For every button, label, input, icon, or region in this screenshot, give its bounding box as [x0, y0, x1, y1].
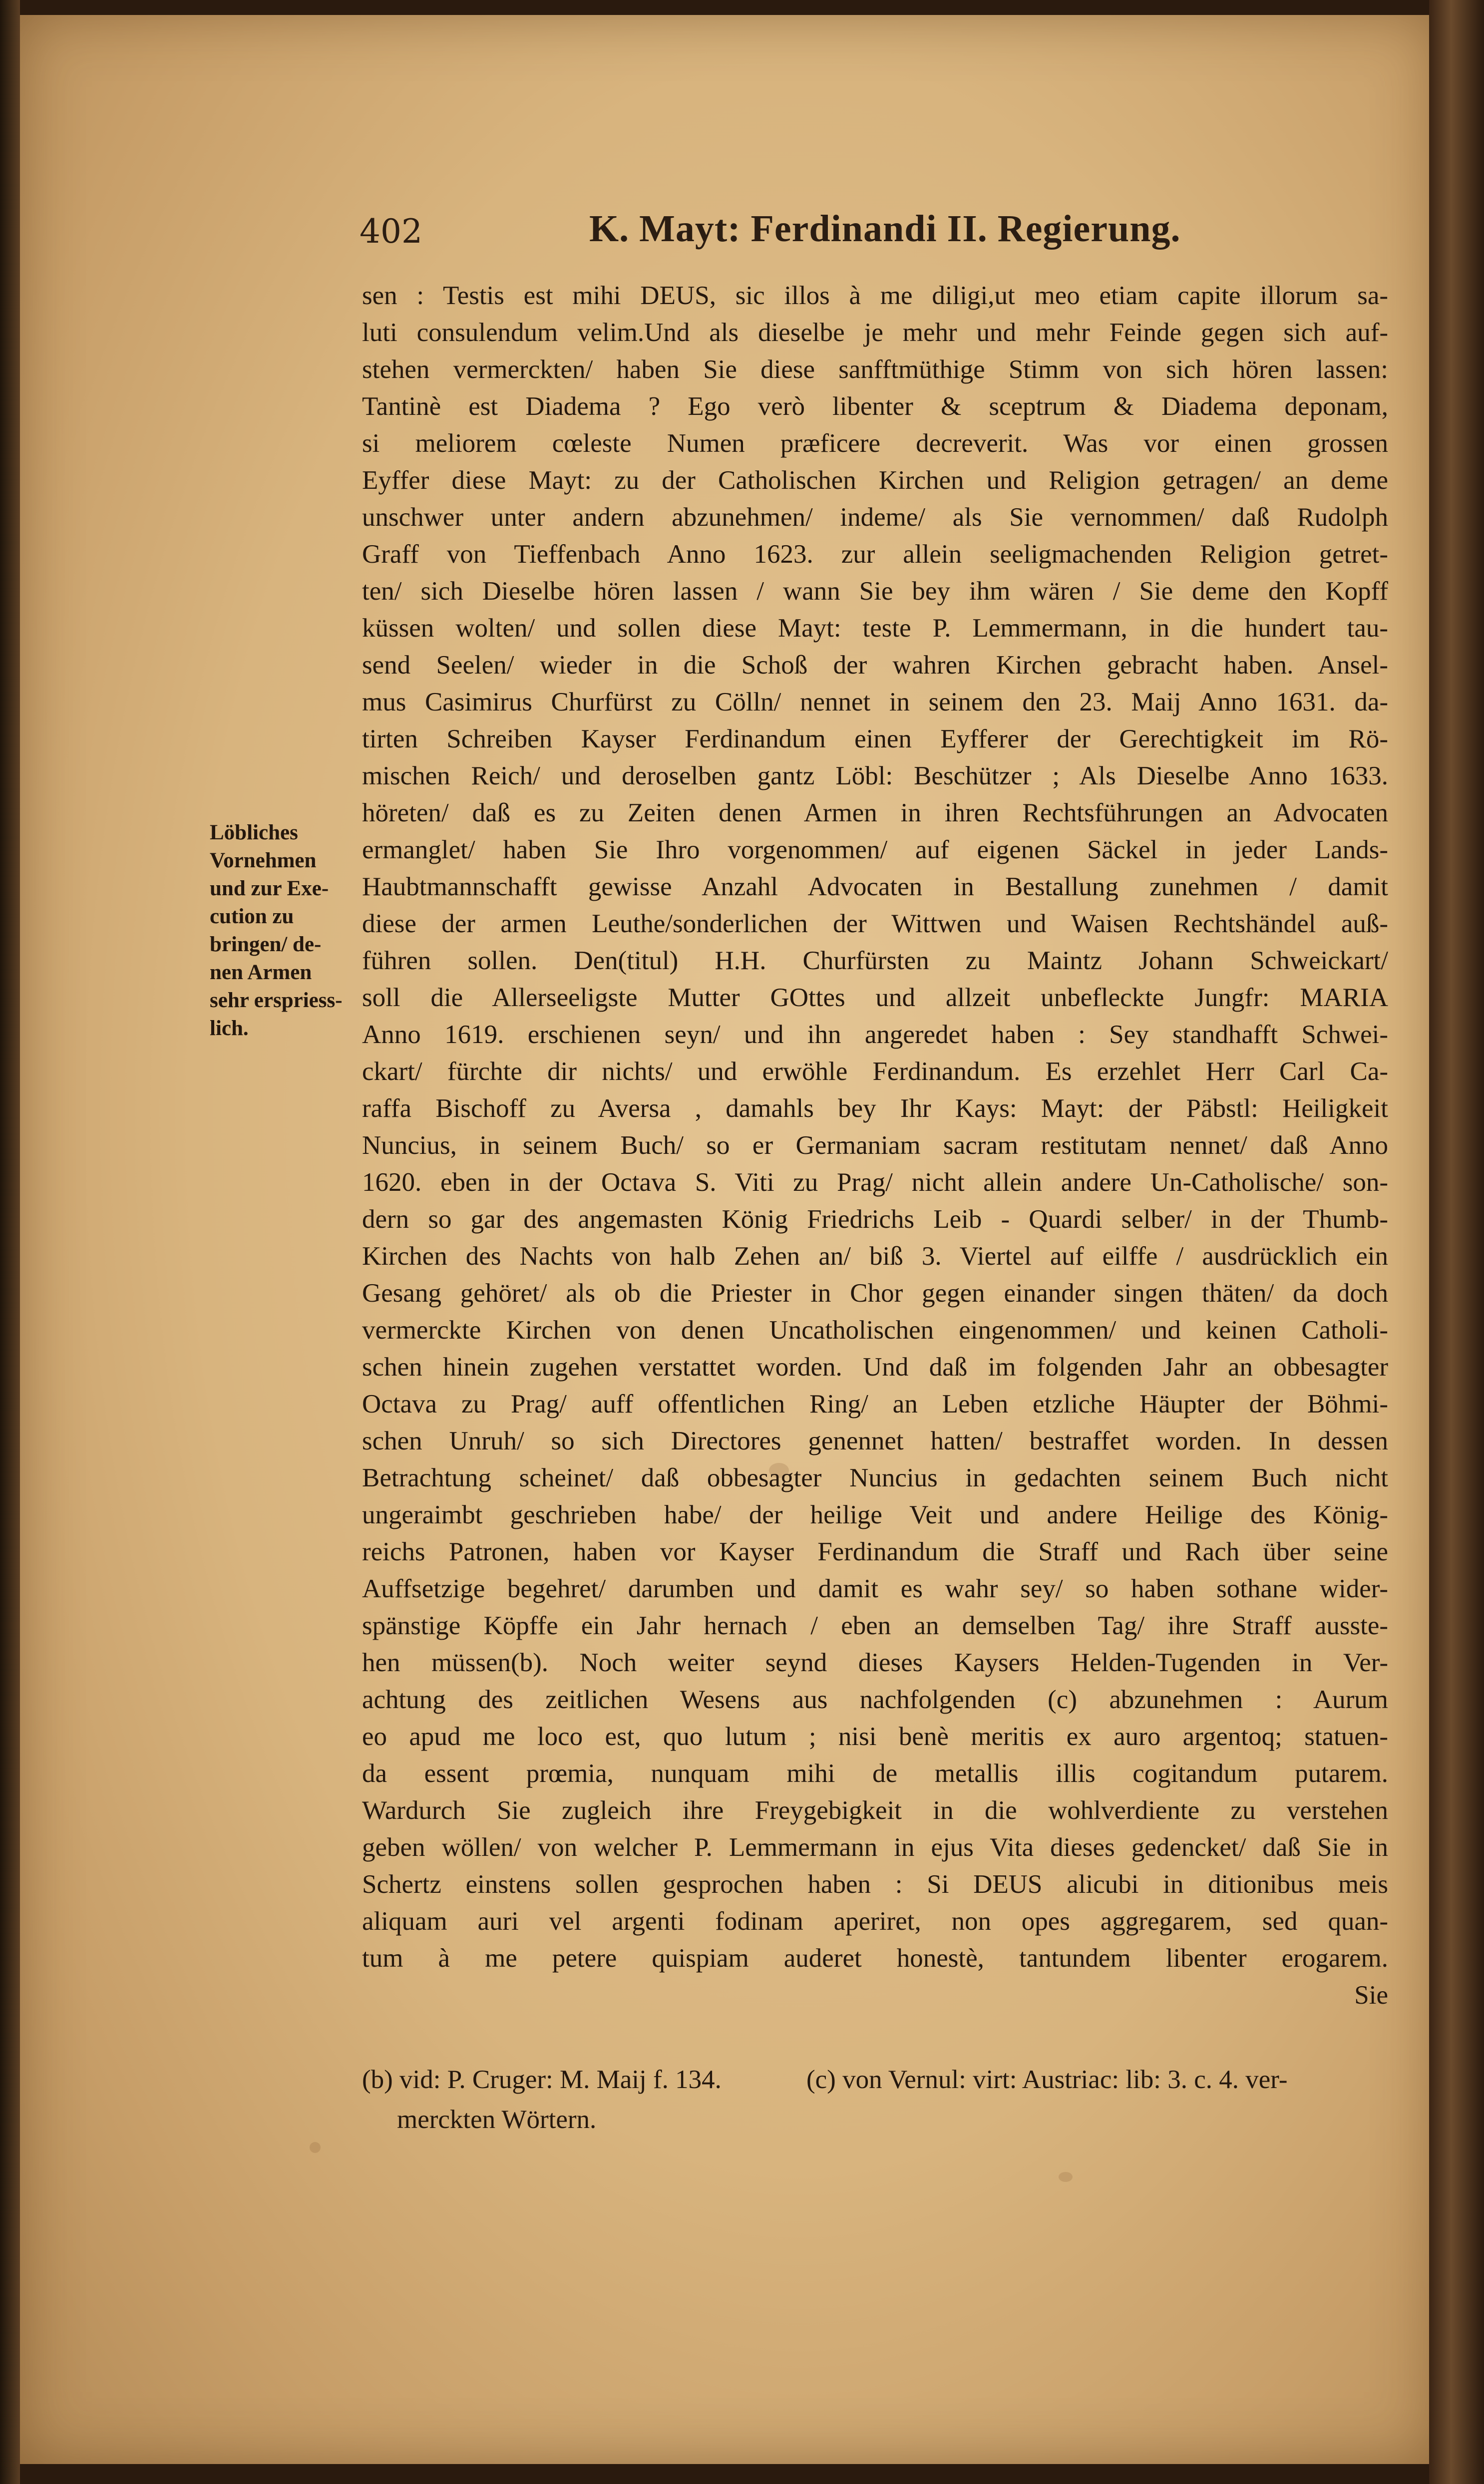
binding-gutter — [1429, 0, 1484, 2484]
marginal-note-line: Löbliches — [210, 821, 298, 844]
text-line: reichs Patronen, haben vor Kayser Ferdinandum die Straff und Rach über seine — [362, 1537, 1388, 1566]
marginal-note-line: lich. — [210, 1017, 249, 1040]
text-line: da essent prœmia, nunquam mihi de metallis illis cogitandum putarem. — [362, 1759, 1388, 1788]
text-line: geben wöllen/ von welcher P. Lemmermann in ejus Vita dieses gedencket/ daß Sie in — [362, 1833, 1388, 1862]
page-header — [360, 202, 1248, 262]
text-line: Auffsetzige begehret/ darumben und damit es wahr sey/ so haben sothane wider- — [362, 1574, 1388, 1603]
text-line: ungeraimbt geschrieben habe/ der heilige Veit und andere Heilige des König- — [362, 1500, 1388, 1529]
footnote-line — [362, 2060, 1388, 2100]
text-line: achtung des zeitlichen Wesens aus nachfolgenden (c) abzunehmen : Aurum — [362, 1685, 1388, 1714]
text-line: Kirchen des Nachts von halb Zehen an/ biß 3. Viertel auf eilffe / ausdrücklich ein — [362, 1242, 1388, 1271]
text-line: Graff von Tieffenbach Anno 1623. zur allein seeligmachenden Religion getret- — [362, 540, 1388, 569]
text-line: raffa Bischoff zu Aversa , damahls bey Ihr Kays: Mayt: der Päbstl: Heiligkeit — [362, 1094, 1388, 1123]
text-line: höreten/ daß es zu Zeiten denen Armen in ihren Rechtsführungen an Advocaten — [362, 798, 1388, 827]
marginal-note-line: und zur Exe- — [210, 877, 329, 900]
text-line: mischen Reich/ und deroselben gantz Löbl: Beschützer ; Als Dieselbe Anno 1633. — [362, 761, 1388, 790]
text-line: eo apud me loco est, quo lutum ; nisi benè meritis ex auro argentoq; statuen- — [362, 1722, 1388, 1751]
footnote-continuation: merckten Wörtern. — [397, 2105, 597, 2134]
text-line: Gesang gehöret/ als ob die Priester in Chor gegen einander singen thäten/ da doch — [362, 1279, 1388, 1308]
marginal-note-line: bringen/ de- — [210, 933, 322, 956]
page-number: 402 — [360, 212, 422, 251]
catchword: Sie — [1354, 1981, 1388, 2010]
text-line: Wardurch Sie zugleich ihre Freygebigkeit in die wohlverdiente zu verstehen — [362, 1796, 1388, 1825]
text-line: Haubtmannschafft gewisse Anzahl Advocaten in Bestallung zunehmen / damit — [362, 872, 1388, 901]
text-line: send Seelen/ wieder in die Schoß der wahren Kirchen gebracht haben. Ansel- — [362, 651, 1388, 680]
text-line: mus Casimirus Churfürst zu Cölln/ nennet in seinem den 23. Maij Anno 1631. da- — [362, 688, 1388, 716]
body-text — [362, 277, 1388, 2014]
text-line: luti consulendum velim.Und als dieselbe je mehr und mehr Feinde gegen sich auf- — [362, 318, 1388, 347]
footnotes — [362, 2060, 1388, 2139]
text-line: si meliorem cœleste Numen præficere decreverit. Was vor einen grossen — [362, 429, 1388, 458]
footnote-c: (c) von Vernul: virt: Austriac: lib: 3. c. 4. ver- — [806, 2065, 1288, 2094]
text-line: schen Unruh/ so sich Directores genennet hatten/ bestraffet worden. In dessen — [362, 1426, 1388, 1455]
text-line: aliquam auri vel argenti fodinam aperiret, non opes aggregarem, sed quan- — [362, 1907, 1388, 1936]
text-line: dern so gar des angemasten König Friedrichs Leib - Quardi selber/ in der Thumb- — [362, 1205, 1388, 1234]
text-line: vermerckte Kirchen von denen Uncatholischen eingenommen/ und keinen Catholi- — [362, 1316, 1388, 1345]
text-line: ckart/ fürchte dir nichts/ und erwöhle Ferdinandum. Es erzehlet Herr Carl Ca- — [362, 1057, 1388, 1086]
text-line: unschwer unter andern abzunehmen/ indeme/ als Sie vernommen/ daß Rudolph — [362, 503, 1388, 532]
text-line: Schertz einstens sollen gesprochen haben : Si DEUS alicubi in ditionibus meis — [362, 1870, 1388, 1899]
paper-stain — [1059, 2172, 1073, 2182]
text-line: Nuncius, in seinem Buch/ so er Germaniam sacram restitutam nennet/ daß Anno — [362, 1131, 1388, 1160]
text-line: Anno 1619. erschienen seyn/ und ihn angeredet haben : Sey standhafft Schwei- — [362, 1020, 1388, 1049]
text-line: sen : Testis est mihi DEUS, sic illos à me diligi,ut meo etiam capite illorum sa- — [362, 281, 1388, 310]
text-line: Betrachtung scheinet/ daß obbesagter Nuncius in gedachten seinem Buch nicht — [362, 1463, 1388, 1492]
text-line: küssen wolten/ und sollen diese Mayt: teste P. Lemmermann, in die hundert tau- — [362, 614, 1388, 643]
marginal-note — [210, 819, 355, 1043]
text-line: Octava zu Prag/ auff offentlichen Ring/ an Leben etzliche Häupter der Böhmi- — [362, 1390, 1388, 1419]
marginal-note-line: nen Armen — [210, 961, 312, 984]
text-line: tirten Schreiben Kayser Ferdinandum einen Eyfferer der Gerechtigkeit im Rö- — [362, 724, 1388, 753]
paper-stain — [310, 2142, 321, 2153]
text-line: Eyffer diese Mayt: zu der Catholischen Kirchen und Religion getragen/ an deme — [362, 466, 1388, 495]
running-title: K. Mayt: Ferdinandi II. Regierung. — [589, 208, 1181, 250]
text-line: hen müssen(b). Noch weiter seynd dieses Kaysers Helden-Tugenden in Ver- — [362, 1648, 1388, 1677]
text-line: stehen vermerckten/ haben Sie diese sanfftmüthige Stimm von sich hören lassen: — [362, 355, 1388, 384]
marginal-note-line: Vornehmen — [210, 849, 317, 872]
text-line: soll die Allerseeligste Mutter GOttes und allzeit unbefleckte Jungfr: MARIA — [362, 983, 1388, 1012]
text-line: Tantinè est Diadema ? Ego verò libenter & sceptrum & Diadema deponam, — [362, 392, 1388, 421]
text-line: ermanglet/ haben Sie Ihro vorgenommen/ auf eigenen Säckel in jeder Lands- — [362, 835, 1388, 864]
footnote-b: (b) vid: P. Cruger: M. Maij f. 134. — [362, 2065, 722, 2094]
text-line: schen hinein zugehen verstattet worden. Und daß im folgenden Jahr an obbesagter — [362, 1353, 1388, 1382]
text-line: ten/ sich Dieselbe hören lassen / wann Sie bey ihm wären / Sie deme den Kopff — [362, 577, 1388, 606]
marginal-note-line: sehr erspriess- — [210, 989, 343, 1012]
text-line: führen sollen. Den(titul) H.H. Churfürsten zu Maintz Johann Schweickart/ — [362, 946, 1388, 975]
text-line: tum à me petere quispiam auderet honestè, tantundem libenter erogarem. — [362, 1944, 1388, 1973]
left-page-edge — [0, 0, 20, 2484]
marginal-note-line: cution zu — [210, 905, 294, 928]
text-line: diese der armen Leuthe/sonderlichen der Wittwen und Waisen Rechtshändel auß- — [362, 909, 1388, 938]
text-line: 1620. eben in der Octava S. Viti zu Prag/ nicht allein andere Un-Catholische/ son- — [362, 1168, 1388, 1197]
text-line: spänstige Köpffe ein Jahr hernach / eben an demselben Tag/ ihre Straff ausste- — [362, 1611, 1388, 1640]
